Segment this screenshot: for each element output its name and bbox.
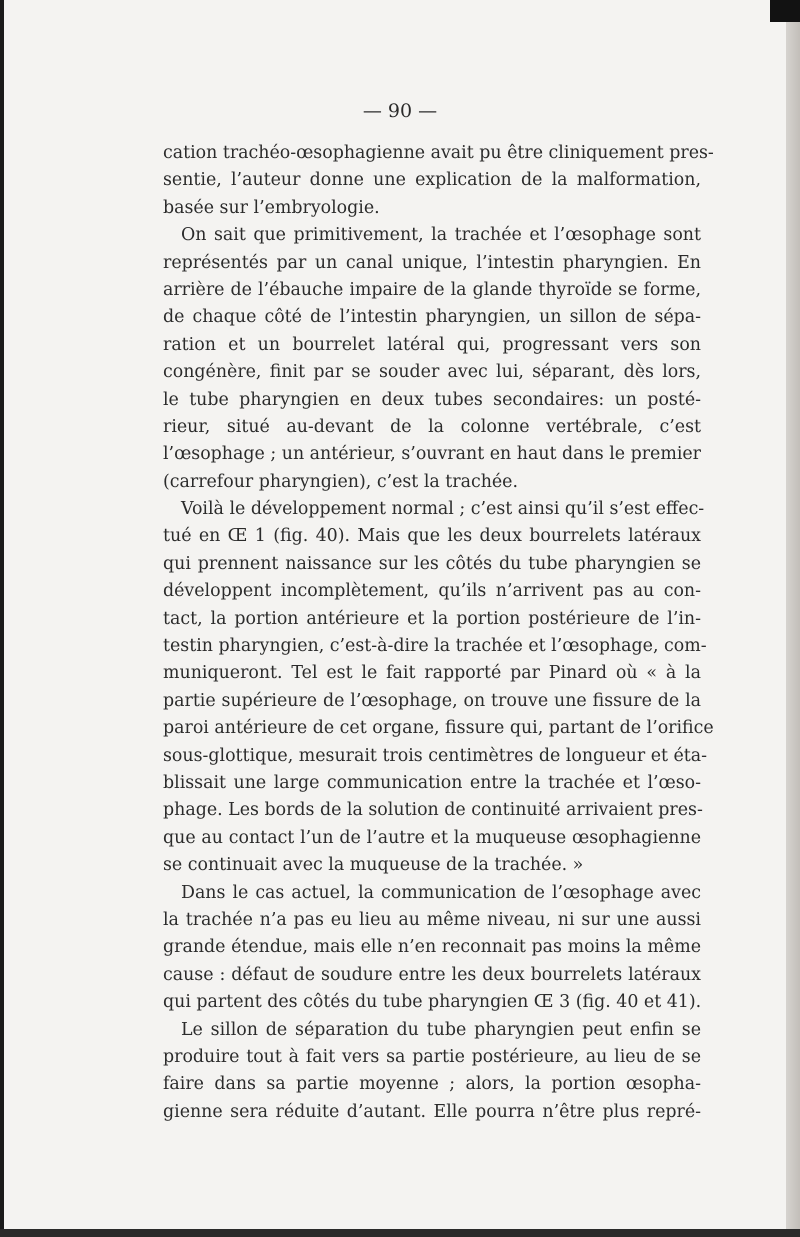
body-text xyxy=(163,140,714,1126)
text-line: (carrefour pharyngien), c’est la trachée. xyxy=(163,471,519,492)
text-line: le tube pharyngien en deux tubes secondaires: un posté- xyxy=(163,389,701,410)
text-line: développent incomplètement, qu’ils n’arrivent pas au con- xyxy=(163,581,701,602)
text-line: On sait que primitivement, la trachée et l’œsophage sont xyxy=(181,225,701,246)
text-line: tact, la portion antérieure et la portion postérieure de l’in- xyxy=(163,608,701,629)
text-line: Le sillon de séparation du tube pharyngien peut enfin se xyxy=(181,1019,701,1040)
text-line: basée sur l’embryologie. xyxy=(163,197,380,218)
text-line: cause : défaut de soudure entre les deux bourrelets latéraux xyxy=(163,964,701,985)
text-line: gienne sera réduite d’autant. Elle pourra n’être plus repré- xyxy=(163,1101,701,1122)
text-line: rieur, situé au-devant de la colonne vertébrale, c’est xyxy=(163,416,701,437)
text-line: paroi antérieure de cet organe, fissure qui, partant de l’orifice xyxy=(163,718,714,739)
scan-corner-shadow xyxy=(770,0,800,22)
text-line: tué en Œ 1 (fig. 40). Mais que les deux bourrelets latéraux xyxy=(163,526,701,547)
text-line: muniqueront. Tel est le fait rapporté par Pinard où « à la xyxy=(163,663,701,684)
text-line: ration et un bourrelet latéral qui, progressant vers son xyxy=(163,334,701,355)
text-line: Voilà le développement normal ; c’est ainsi qu’il s’est effec- xyxy=(181,499,705,520)
text-line: grande étendue, mais elle n’en reconnait pas moins la même xyxy=(163,937,701,958)
text-line: arrière de l’ébauche impaire de la glande thyroïde se forme, xyxy=(163,279,701,300)
text-line: blissait une large communication entre la trachée et l’œso- xyxy=(163,772,701,793)
text-line: testin pharyngien, c’est-à-dire la trachée et l’œsophage, com- xyxy=(163,636,707,657)
text-line: cation trachéo-œsophagienne avait pu être cliniquement pres- xyxy=(163,143,714,163)
text-line: produire tout à fait vers sa partie postérieure, au lieu de se xyxy=(163,1046,701,1067)
text-line: partie supérieure de l’œsophage, on trouve une fissure de la xyxy=(163,690,701,711)
text-line: congénère, finit par se souder avec lui, séparant, dès lors, xyxy=(163,362,701,383)
text-line: qui prennent naissance sur les côtés du tube pharyngien se xyxy=(163,553,701,574)
text-line: la trachée n’a pas eu lieu au même niveau, ni sur une aussi xyxy=(163,909,701,930)
text-line: faire dans sa partie moyenne ; alors, la portion œsopha- xyxy=(163,1074,701,1095)
text-line: de chaque côté de l’intestin pharyngien, un sillon de sépa- xyxy=(163,307,701,328)
page-number: — 90 — xyxy=(362,100,438,122)
text-line: qui partent des côtés du tube pharyngien Œ 3 (fig. 40 et 41). xyxy=(163,992,702,1013)
text-line: l’œsophage ; un antérieur, s’ouvrant en haut dans le premier xyxy=(163,444,701,465)
scan-border-left xyxy=(0,0,4,1237)
text-line: Dans le cas actuel, la communication de l’œsophage avec xyxy=(181,882,701,903)
text-line: représentés par un canal unique, l’intestin pharyngien. En xyxy=(163,252,701,273)
scan-border-right xyxy=(786,0,800,1237)
text-line: se continuait avec la muqueuse de la trachée. » xyxy=(163,855,584,876)
text-line: sous-glottique, mesurait trois centimètres de longueur et éta- xyxy=(163,745,708,766)
text-line: phage. Les bords de la solution de continuité arrivaient pres- xyxy=(163,800,703,821)
text-line: que au contact l’un de l’autre et la muqueuse œsophagienne xyxy=(163,827,701,848)
scan-border-bottom xyxy=(0,1229,800,1237)
text-line: sentie, l’auteur donne une explication de la malformation, xyxy=(163,170,701,191)
